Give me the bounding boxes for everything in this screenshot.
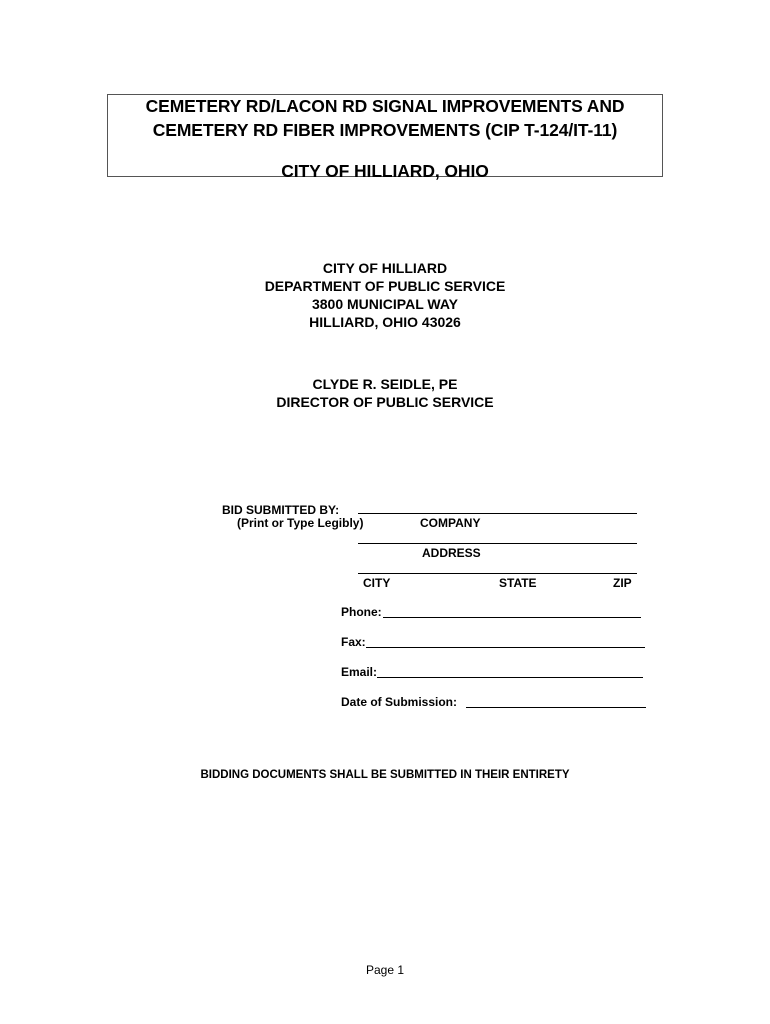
date-of-submission-label: Date of Submission: — [341, 695, 458, 709]
page-number: Page 1 — [365, 963, 405, 977]
phone-line[interactable] — [383, 617, 641, 618]
dept-line-2: DEPARTMENT OF PUBLIC SERVICE — [264, 278, 506, 294]
email-label: Email: — [341, 665, 378, 679]
email-line[interactable] — [377, 677, 643, 678]
dept-line-1: CITY OF HILLIARD — [322, 260, 448, 276]
company-label: COMPANY — [420, 516, 481, 530]
address-line[interactable] — [358, 543, 637, 544]
director-name: CLYDE R. SEIDLE, PE — [312, 376, 458, 392]
title-box — [107, 94, 663, 181]
bid-submitted-label: BID SUBMITTED BY: — [222, 503, 340, 517]
dept-line-4: HILLIARD, OHIO 43026 — [309, 314, 461, 330]
director-title: DIRECTOR OF PUBLIC SERVICE — [276, 394, 494, 410]
print-note: (Print or Type Legibly) — [237, 516, 364, 530]
title-line-1: CEMETERY RD/LACON RD SIGNAL IMPROVEMENTS AND — [145, 96, 625, 116]
date-of-submission-line[interactable] — [466, 707, 646, 708]
fax-line[interactable] — [366, 647, 645, 648]
address-label: ADDRESS — [422, 546, 481, 560]
state-label: STATE — [499, 576, 537, 590]
company-line[interactable] — [358, 513, 637, 514]
city-state-zip-line[interactable] — [358, 573, 637, 574]
dept-line-3: 3800 MUNICIPAL WAY — [311, 296, 458, 312]
title-line-2: CEMETERY RD FIBER IMPROVEMENTS (CIP T-124/IT-11) — [152, 120, 618, 140]
title-line-3: CITY OF HILLIARD, OHIO — [281, 161, 489, 181]
phone-label: Phone: — [341, 605, 382, 619]
fax-label: Fax: — [341, 635, 366, 649]
zip-label: ZIP — [613, 576, 632, 590]
submission-notice: BIDDING DOCUMENTS SHALL BE SUBMITTED IN THEIR ENTIRETY — [200, 769, 570, 781]
city-label: CITY — [363, 576, 391, 590]
